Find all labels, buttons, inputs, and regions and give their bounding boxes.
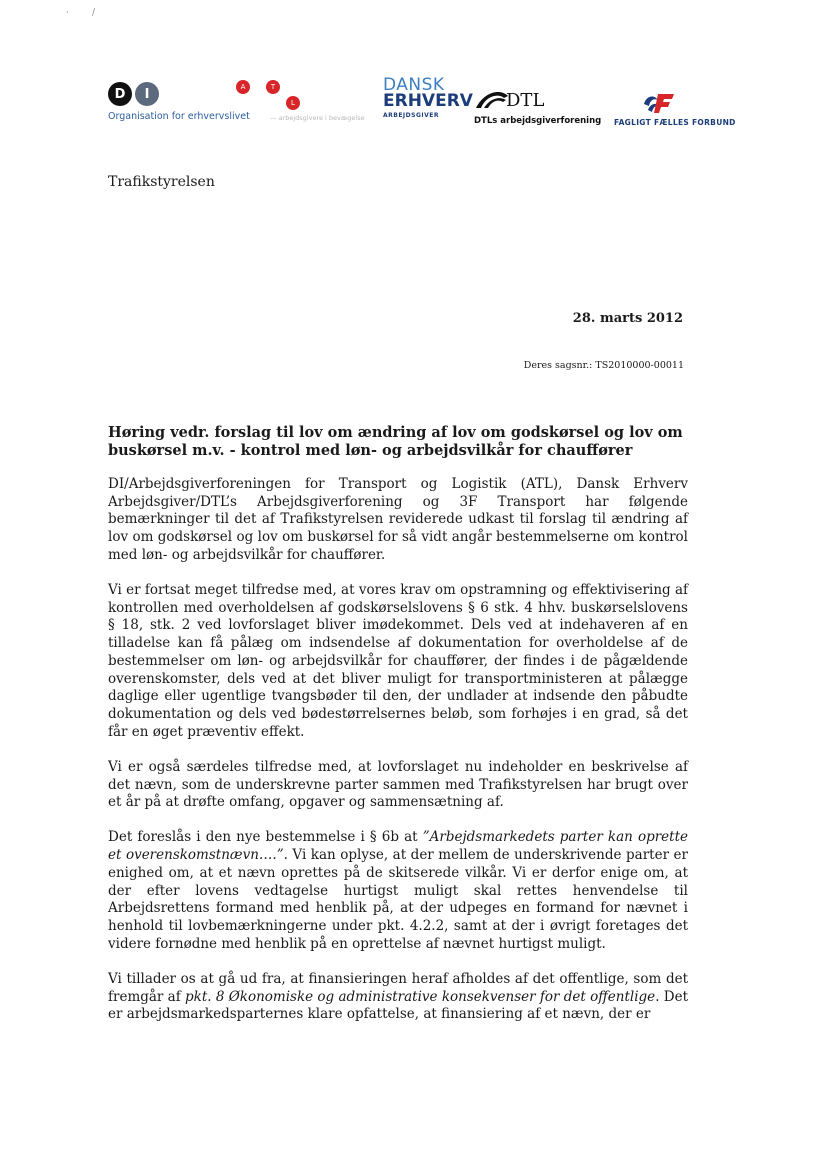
di-letter-i: I [135, 82, 159, 106]
paragraph-5 [108, 971, 688, 1024]
atl-dot-l: L [286, 96, 300, 110]
di-letter-d: D [108, 82, 132, 106]
dansk-erhverv-line1: DANSK [383, 75, 445, 95]
letter-body [108, 476, 688, 1041]
paragraph-4 [108, 829, 688, 953]
paragraph-3: Vi er også særdeles tilfredse med, at lovforslaget nu indeholder en beskrivelse af det nævn, som de underskrevne parter sammen med Trafikstyrelsen har brugt over et år på at drøfte omfang, opgaver og sammensætning af. [108, 758, 688, 811]
di-logo [108, 82, 250, 122]
atl-tagline: — arbejdsgivere i bevægelse [270, 114, 365, 122]
three-f-logo [614, 90, 736, 127]
paragraph-4-rest: . Vi kan oplyse, at der mellem de underskrivende parter er enighed om, at et nævn oprettes på de skitserede vilkår. Vi er derfor enige om, at der efter lovens vedtagelse hurtigst muligt skal rettes henvendelse til Arbejdsrettens formand med henblik på, at der udpeges en formand for nævnet i henhold til lovbemærkningerne under pkt. 4.2.2, samt at der i øvrigt foretages det videre fornødne med henblik på en oprettelse af nævnet hurtigst muligt. [108, 847, 688, 952]
paragraph-1: DI/Arbejdsgiverforeningen for Transport og Logistik (ATL), Dansk Erhverv Arbejdsgiver/DTL’s Arbejdsgiverforening og 3F Transport har følgende bemærkninger til det af Trafikstyrelsen reviderede udkast til forslag til ændring af lov om godskørsel og lov om buskørsel for så vidt angår bestemmelserne om kontrol med løn- og arbejdsvilkår for chauffører. [108, 476, 688, 563]
paragraph-5-reference: pkt. 8 Økonomiske og administrative konsekvenser for det offentlige [185, 988, 656, 1005]
atl-dot-t: T [266, 80, 280, 94]
di-tagline: Organisation for erhvervslivet [108, 111, 250, 122]
case-reference [524, 360, 684, 371]
three-f-tagline: FAGLIGT FÆLLES FORBUND [614, 118, 736, 127]
paragraph-4-quote: ”Arbejdsmarkedets parter kan oprette et overenskomstnævn….” [108, 829, 689, 864]
corner-mark: / [92, 8, 96, 18]
dtl-swoosh-icon [474, 90, 510, 110]
case-label: Deres sagsnr.: [523, 360, 593, 371]
paragraph-4-start: Det foreslås i den nye bestemmelse i § 6b at [108, 829, 423, 846]
letter-date: 28. marts 2012 [572, 311, 683, 326]
paragraph-2: Vi er fortsat meget tilfredse med, at vores krav om opstramning og effektivisering af kontrollen med overholdelsen af godskørselslovens § 6 stk. 4 hhv. buskørselslovens § 18, stk. 2 ved lovforslaget bliver imødekommet. Dels ved at indehaveren af en tilladelse kan få pålæg om indsendelse af dokumentation for overholdelse af de bestemmelser om løn- og arbejdsvilkår for chauffører, der findes i de pågældende overenskomster, dels ved at det bliver muligt for transportministeren at pålægge daglige eller ugentlige tvangsbøder til den, der undlader at indsende den påbudte dokumentation og dels ved bødestørrelsernes beløb, som forhøjes i en grad, så det får en øget præventiv effekt. [108, 582, 688, 740]
paragraph-5-rest: . Det er arbejdsmarkedsparternes klare opfattelse, at finansiering af et nævn, der er [108, 988, 689, 1023]
dtl-word: DTL [506, 90, 545, 111]
recipient: Trafikstyrelsen [108, 174, 215, 190]
dansk-erhverv-line2: ERHVERV [383, 91, 473, 111]
dansk-erhverv-logo [383, 75, 473, 119]
letter-subject: Høring vedr. forslag til lov om ændring af lov om godskørsel og lov om buskørsel m.v. - kontrol med løn- og arbejdsvilkår for chauffører [108, 424, 683, 459]
three-f-mark-icon [640, 90, 676, 114]
dansk-erhverv-tagline: ARBEJDSGIVER [383, 112, 439, 119]
case-number: TS2010000-00011 [595, 360, 684, 371]
corner-mark: · [66, 8, 69, 18]
dtl-logo [474, 90, 601, 126]
paragraph-5-start: Vi tillader os at gå ud fra, at finansieringen heraf afholdes af det offentlige, som det fremgår af [108, 970, 688, 1005]
atl-dot-a: A [236, 80, 250, 94]
atl-logo [236, 78, 376, 128]
dtl-tagline: DTLs arbejdsgiverforening [474, 116, 602, 126]
